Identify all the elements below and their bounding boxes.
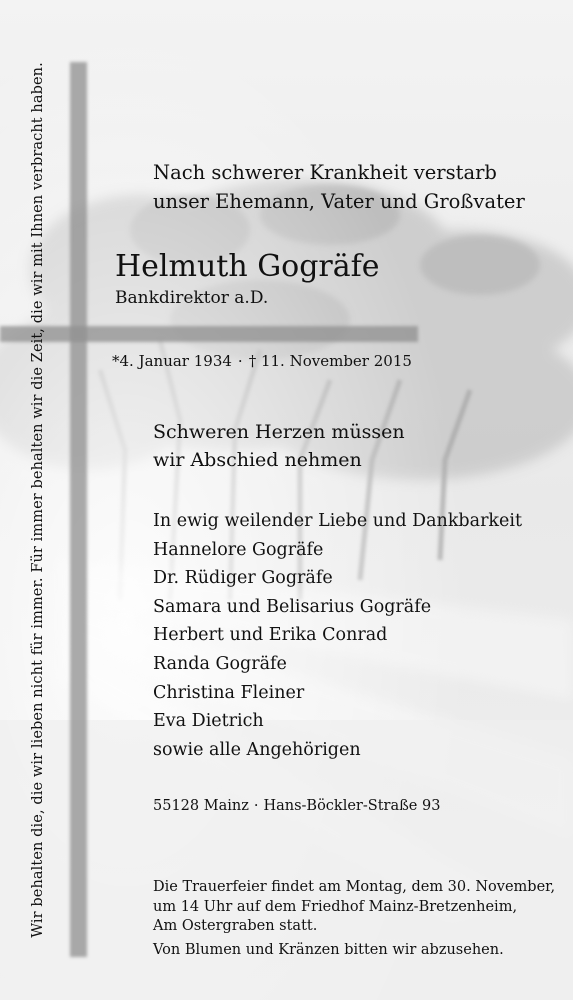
family-line: Christina Fleiner bbox=[153, 682, 305, 703]
mourning-text bbox=[153, 418, 405, 474]
intro-line: Nach schwerer Krankheit verstarb bbox=[153, 161, 497, 184]
deceased-name: Helmuth Gogräfe bbox=[115, 249, 380, 284]
death-date: † 11. November 2015 bbox=[248, 352, 412, 370]
address-street: Hans-Böckler-Straße 93 bbox=[263, 798, 441, 814]
intro-line: unser Ehemann, Vater und Großvater bbox=[153, 190, 525, 213]
family-line: Herbert und Erika Conrad bbox=[153, 625, 388, 646]
family-line: Dr. Rüdiger Gogräfe bbox=[153, 568, 333, 589]
address bbox=[153, 795, 440, 817]
notice-line: Die Trauerfeier findet am Montag, dem 30. November, bbox=[153, 879, 556, 895]
side-verse: Wir behalten die, die wir lieben nicht für immer. Für immer behalten wir die Zeit, die wir mit Ihnen verbracht haben. bbox=[30, 62, 46, 938]
life-dates bbox=[112, 350, 412, 372]
family-line: Eva Dietrich bbox=[153, 711, 264, 732]
mourning-line: wir Abschied nehmen bbox=[153, 449, 362, 471]
family-line: In ewig weilender Liebe und Dankbarkeit bbox=[153, 511, 523, 531]
notice-line: um 14 Uhr auf dem Friedhof Mainz-Bretzenheim, bbox=[153, 898, 518, 915]
family-line: Randa Gogräfe bbox=[153, 653, 287, 674]
address-city: 55128 Mainz bbox=[153, 798, 249, 814]
funeral-notice bbox=[153, 878, 555, 960]
birth-date: *4. Januar 1934 bbox=[112, 352, 232, 370]
address-separator: · bbox=[253, 798, 259, 814]
family-line: Samara und Belisarius Gogräfe bbox=[153, 596, 432, 617]
family-list bbox=[153, 507, 522, 764]
intro-text bbox=[153, 158, 525, 216]
deceased-title: Bankdirektor a.D. bbox=[115, 288, 269, 308]
family-line: Hannelore Gogräfe bbox=[153, 539, 324, 560]
notice-line: Am Ostergraben statt. bbox=[153, 918, 318, 934]
notice-line: Von Blumen und Kränzen bitten wir abzusehen. bbox=[153, 941, 504, 958]
family-line: sowie alle Angehörigen bbox=[153, 739, 361, 760]
date-separator: · bbox=[237, 352, 243, 370]
mourning-line: Schweren Herzen müssen bbox=[153, 421, 405, 443]
